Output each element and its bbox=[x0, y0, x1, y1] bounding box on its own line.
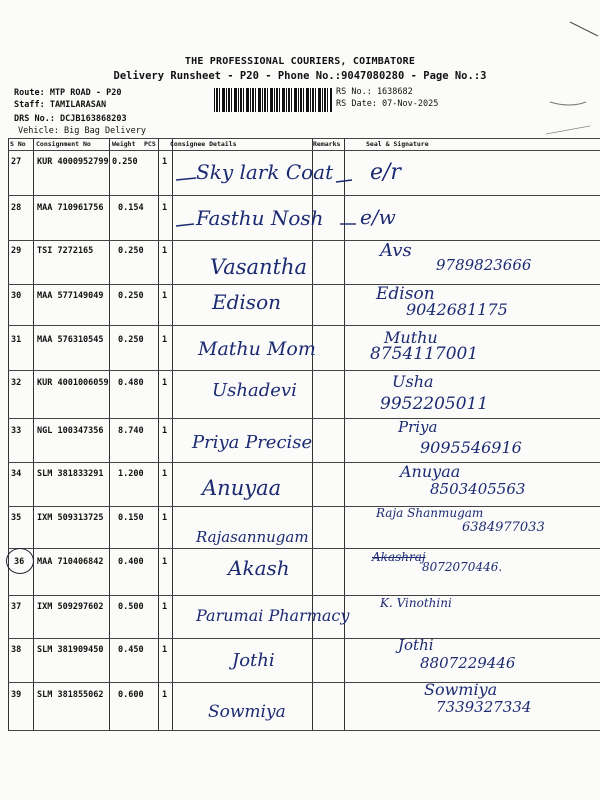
col-line bbox=[158, 138, 159, 730]
row-weight: 0.450 bbox=[118, 645, 144, 655]
row-consignee: Mathu Mom bbox=[198, 338, 316, 360]
dash-marks bbox=[172, 214, 372, 234]
row-signature: Sowmiya bbox=[424, 680, 498, 699]
row-weight: 0.600 bbox=[118, 690, 144, 700]
company-title: THE PROFESSIONAL COURIERS, COIMBATORE bbox=[184, 56, 416, 67]
row-consignment: KUR 4001006059 bbox=[37, 378, 109, 388]
row-sno: 39 bbox=[11, 690, 22, 700]
col-line bbox=[109, 138, 110, 730]
row-consignment: MAA 710961756 bbox=[37, 203, 104, 213]
row-line bbox=[8, 595, 600, 596]
drs-label: DRS No.: DCJB163868203 bbox=[14, 114, 127, 124]
row-sno: 32 bbox=[11, 378, 22, 388]
row-sno: 33 bbox=[11, 426, 22, 436]
row-line bbox=[8, 730, 600, 731]
col-header-sno: S No bbox=[10, 140, 26, 148]
row-consignment: MAA 710406842 bbox=[37, 557, 104, 567]
row-consignment: MAA 576310545 bbox=[37, 335, 104, 345]
row-line bbox=[8, 138, 600, 139]
row-sno: 30 bbox=[11, 291, 22, 301]
row-line bbox=[8, 325, 600, 326]
row-consignment: IXM 509313725 bbox=[37, 513, 104, 523]
row-pcs: 1 bbox=[162, 378, 168, 388]
row-consignee: Anuyaa bbox=[202, 476, 282, 500]
row-phone: 7339327334 bbox=[436, 698, 532, 716]
staff-label: Staff: TAMILARASAN bbox=[14, 100, 107, 110]
row-sno: 37 bbox=[11, 602, 22, 612]
row-weight: 8.740 bbox=[118, 426, 144, 436]
stray-pen-marks bbox=[520, 10, 600, 150]
row-signature: Edison bbox=[376, 284, 435, 304]
row-line bbox=[8, 150, 600, 151]
row-weight: 0.500 bbox=[118, 602, 144, 612]
row-pcs: 1 bbox=[162, 246, 168, 256]
row-weight: 0.250 bbox=[118, 246, 144, 256]
row-pcs: 1 bbox=[162, 335, 168, 345]
row-signature: e/w bbox=[360, 205, 396, 229]
row-consignee: Vasantha bbox=[210, 255, 308, 279]
row-consignee: Ushadevi bbox=[212, 380, 297, 401]
barcode-image bbox=[214, 88, 332, 112]
col-header-pcs: PCS bbox=[144, 140, 156, 148]
row-phone: 9789823666 bbox=[436, 256, 532, 274]
row-consignee: Edison bbox=[212, 290, 281, 314]
runsheet-title: Delivery Runsheet - P20 - Phone No.:9047080280 - Page No.:3 bbox=[113, 70, 487, 82]
row-weight: 0.400 bbox=[118, 557, 144, 567]
row-consignee: Sowmiya bbox=[208, 702, 286, 722]
row-phone: 6384977033 bbox=[462, 520, 545, 535]
row-consignee: Priya Precise bbox=[192, 432, 313, 453]
col-header-weight: Weight bbox=[112, 140, 136, 148]
row-sno: 29 bbox=[11, 246, 22, 256]
row-line bbox=[8, 682, 600, 683]
row-sno: 28 bbox=[11, 203, 22, 213]
row-consignment: TSI 7272165 bbox=[37, 246, 94, 256]
row-line bbox=[8, 240, 600, 241]
row-line bbox=[8, 284, 600, 285]
col-line bbox=[33, 138, 34, 730]
row-weight: 0.250 bbox=[118, 291, 144, 301]
col-header-remarks: Remarks bbox=[313, 140, 341, 148]
row-signature: Raja Shanmugam bbox=[376, 506, 484, 520]
row-pcs: 1 bbox=[162, 513, 168, 523]
row-pcs: 1 bbox=[162, 690, 168, 700]
row-phone: 9095546916 bbox=[420, 438, 522, 457]
rs-number: RS No.: 1638682 bbox=[336, 87, 413, 97]
row-phone: 8754117001 bbox=[370, 344, 479, 364]
row-line bbox=[8, 418, 600, 419]
row-phone: 8072070446. bbox=[422, 560, 503, 574]
row-pcs: 1 bbox=[162, 602, 168, 612]
row-signature: Muthu bbox=[384, 328, 438, 347]
row-line bbox=[8, 462, 600, 463]
row-line bbox=[8, 506, 600, 507]
row-signature: Usha bbox=[392, 372, 434, 391]
row-signature: K. Vinothini bbox=[380, 596, 452, 610]
row-consignee: Akash bbox=[228, 556, 290, 580]
row-sno: 35 bbox=[11, 513, 22, 523]
row-consignee: Jothi bbox=[232, 650, 275, 671]
row-pcs: 1 bbox=[162, 203, 168, 213]
dash-marks bbox=[172, 172, 372, 192]
row-pcs: 1 bbox=[162, 291, 168, 301]
row-sno: 38 bbox=[11, 645, 22, 655]
row-consignment: MAA 577149049 bbox=[37, 291, 104, 301]
row-signature: Priya bbox=[398, 418, 438, 436]
row-signature: e/r bbox=[370, 160, 401, 185]
row-consignee: Rajasannugam bbox=[196, 528, 309, 546]
row-line bbox=[8, 548, 600, 549]
row-signature: Avs bbox=[380, 240, 412, 261]
col-header-consignee: Consignee Details bbox=[170, 140, 237, 148]
rs-date: RS Date: 07-Nov-2025 bbox=[336, 99, 439, 109]
row-signature: Jothi bbox=[398, 636, 434, 654]
row-phone: 8807229446 bbox=[420, 654, 516, 672]
row-phone: 9952205011 bbox=[380, 394, 489, 414]
row-sno: 27 bbox=[11, 157, 22, 167]
row-weight: 0.150 bbox=[118, 513, 144, 523]
row-pcs: 1 bbox=[162, 645, 168, 655]
row-consignment: SLM 381855062 bbox=[37, 690, 104, 700]
row-line bbox=[8, 370, 600, 371]
row-weight: 1.200 bbox=[118, 469, 144, 479]
row-consignment: IXM 509297602 bbox=[37, 602, 104, 612]
row-line bbox=[8, 195, 600, 196]
row-weight: 0.480 bbox=[118, 378, 144, 388]
col-header-seal: Seal & Signature bbox=[366, 140, 429, 148]
row-consignment: NGL 100347356 bbox=[37, 426, 104, 436]
row-consignee: Fasthu Nosh bbox=[196, 206, 324, 230]
route-label: Route: MTP ROAD - P20 bbox=[14, 88, 122, 98]
row-sno: 36 bbox=[14, 557, 25, 567]
row-consignment: SLM 381909450 bbox=[37, 645, 104, 655]
row-signature: Anuyaa bbox=[400, 462, 461, 481]
row-pcs: 1 bbox=[162, 557, 168, 567]
col-header-consignment: Consignment No bbox=[36, 140, 91, 148]
row-pcs: 1 bbox=[162, 426, 168, 436]
row-phone: 9042681175 bbox=[406, 300, 508, 319]
row-consignee: Parumai Pharmacy bbox=[196, 606, 350, 625]
col-line bbox=[8, 138, 9, 730]
row-weight: 0.250 bbox=[118, 335, 144, 345]
row-consignment: SLM 381833291 bbox=[37, 469, 104, 479]
row-pcs: 1 bbox=[162, 157, 168, 167]
row-phone: 8503405563 bbox=[430, 480, 526, 498]
row-line bbox=[8, 638, 600, 639]
row-consignment: KUR 4000952799 bbox=[37, 157, 109, 167]
row-sno: 34 bbox=[11, 469, 22, 479]
row-pcs: 1 bbox=[162, 469, 168, 479]
row-consignee: Sky lark Coat bbox=[196, 160, 334, 184]
row-signature: Akashraj bbox=[372, 550, 426, 564]
row-weight: 0.250 bbox=[112, 157, 138, 167]
row-sno: 31 bbox=[11, 335, 22, 345]
vehicle-label: Vehicle: Big Bag Delivery bbox=[18, 126, 146, 136]
row-weight: 0.154 bbox=[118, 203, 144, 213]
